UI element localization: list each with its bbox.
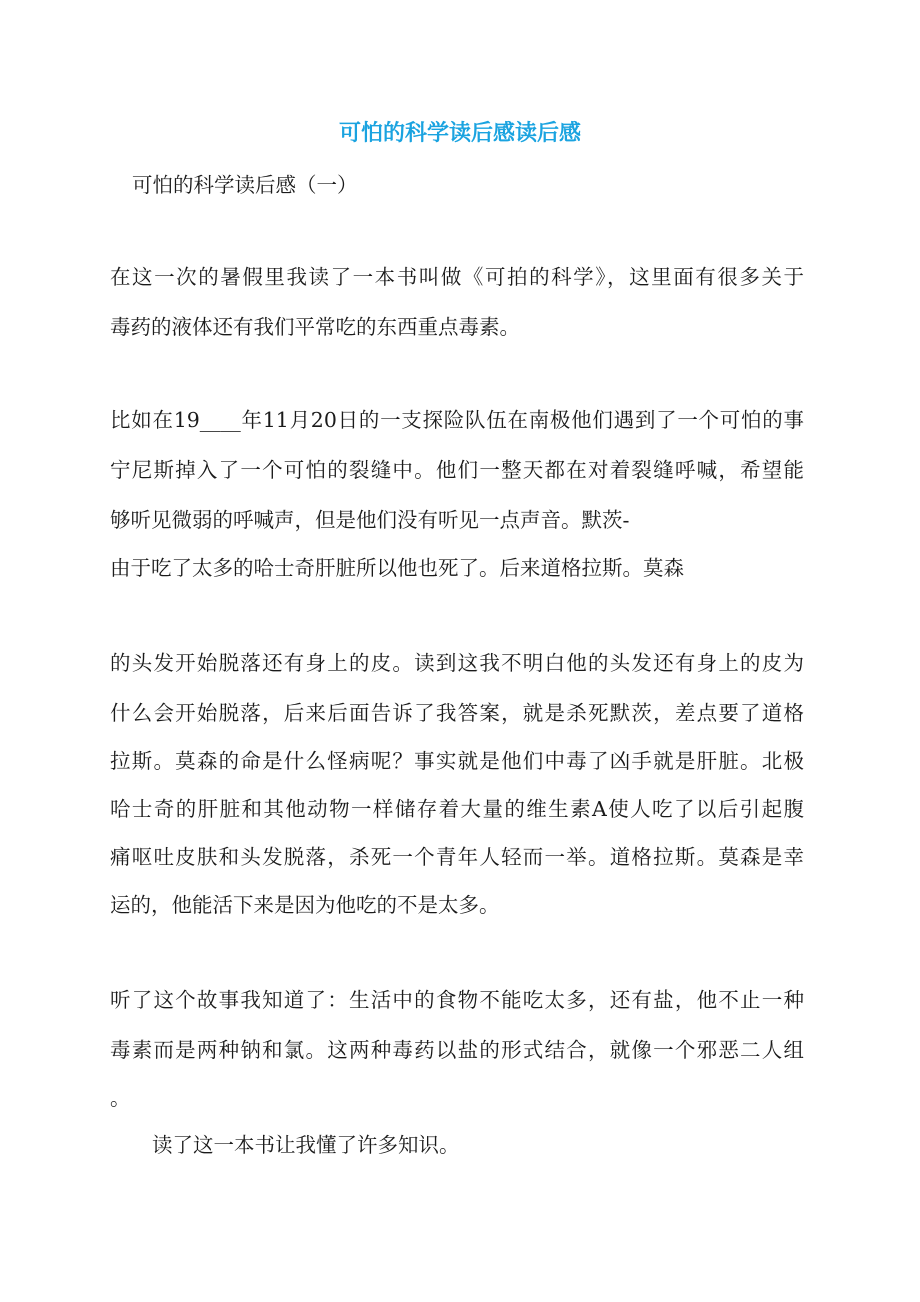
paragraph-line: 运的，他能活下来是因为他吃的不是太多。 <box>110 893 500 917</box>
paragraph-line: 宁尼斯掉入了一个可怕的裂缝中。他们一整天都在对着裂缝呼喊，希望能 <box>110 458 804 482</box>
document-subtitle: 可怕的科学读后感（一） <box>132 173 358 197</box>
paragraph-line: 的头发开始脱落还有身上的皮。读到这我不明白他的头发还有身上的皮为 <box>110 651 804 675</box>
paragraph-line: 毒素而是两种钠和氯。这两种毒药以盐的形式结合，就像一个邪恶二人组 <box>110 1038 804 1062</box>
paragraph-line: 由于吃了太多的哈士奇肝脏所以他也死了。后来道格拉斯。莫森 <box>110 556 684 580</box>
paragraph-line: 在这一次的暑假里我读了一本书叫做《可拍的科学》，这里面有很多关于 <box>110 265 804 289</box>
paragraph-line: 够听见微弱的呼喊声，但是他们没有听见一点声音。默茨- <box>110 508 630 532</box>
closing-line: 读了这一本书让我懂了许多知识。 <box>152 1133 460 1157</box>
paragraph-line: 毒药的液体还有我们平常吃的东西重点毒素。 <box>110 315 520 339</box>
paragraph-line: 拉斯。莫森的命是什么怪病呢？事实就是他们中毒了凶手就是肝脏。北极 <box>110 749 804 773</box>
paragraph-line: 痛呕吐皮肤和头发脱落，杀死一个青年人轻而一举。道格拉斯。莫森是幸 <box>110 845 804 869</box>
paragraph-line: 。 <box>110 1086 131 1110</box>
paragraph-line: 哈士奇的肝脏和其他动物一样储存着大量的维生素A使人吃了以后引起腹 <box>110 797 804 821</box>
paragraph-line: 比如在19____年11月20日的一支探险队伍在南极他们遇到了一个可怕的事 <box>110 408 804 432</box>
paragraph-line: 什么会开始脱落，后来后面告诉了我答案，就是杀死默茨，差点要了道格 <box>110 701 804 725</box>
document-title: 可怕的科学读后感读后感 <box>338 121 581 146</box>
paragraph-line: 听了这个故事我知道了：生活中的食物不能吃太多，还有盐，他不止一种 <box>110 988 804 1012</box>
